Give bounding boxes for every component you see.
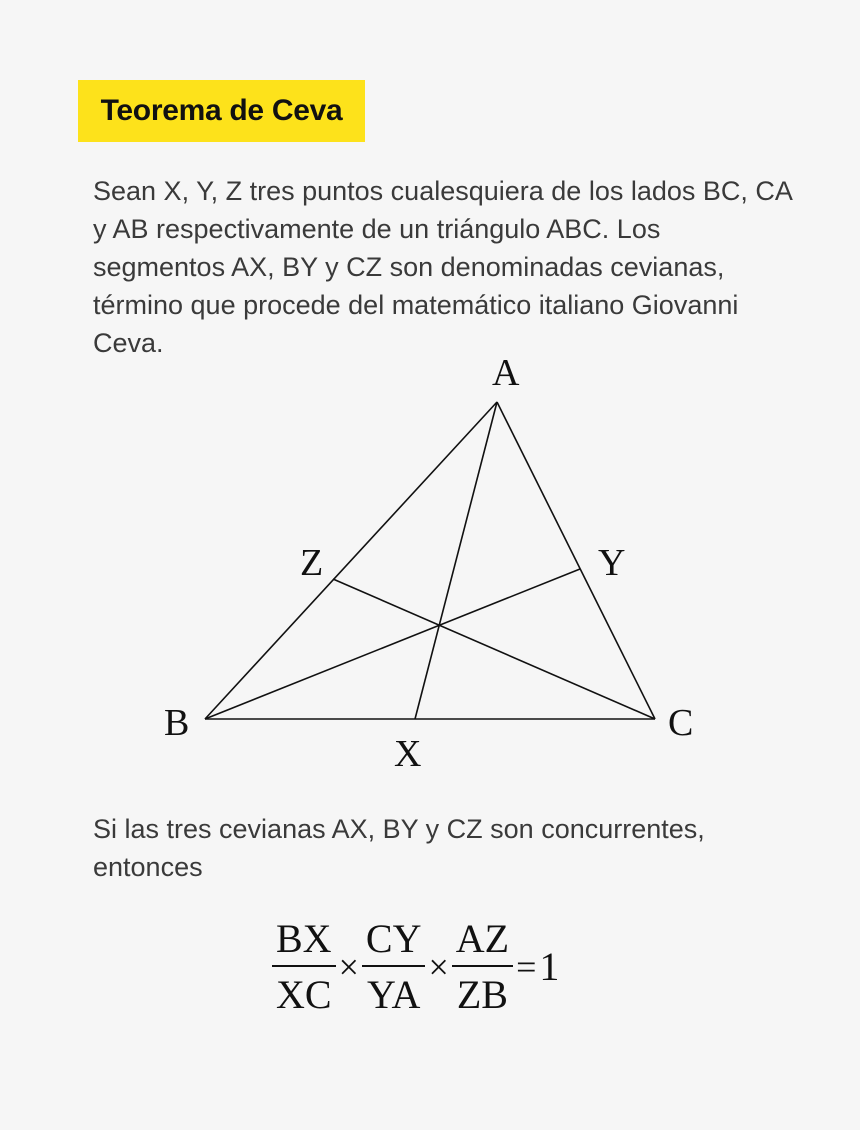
label-y: Y [598,542,626,584]
ceva-formula [270,912,559,1022]
fraction-numerator: AZ [455,916,510,961]
cevian-by [205,569,580,719]
fraction-denominator: XC [276,972,332,1017]
fraction-numerator: BX [276,916,332,961]
side-ab [205,402,497,719]
page-title: Teorema de Ceva [100,94,343,127]
condition-paragraph: Si las tres cevianas AX, BY y CZ son concurrentes, entonces [93,814,705,882]
formula-result: 1 [539,944,560,989]
cevian-ax [415,402,497,719]
label-z: Z [300,542,324,584]
label-a: A [492,352,520,394]
intro-paragraph: Sean X, Y, Z tres puntos cualesquiera de los lados BC, CA y AB respectivamente de un triángulo ABC. Los segmentos AX, BY y CZ son denominadas cevianas, término que procede del matemático italiano Giovanni Ceva. [93,176,792,358]
fraction-numerator: CY [365,916,422,961]
times-sign: × [338,947,359,987]
label-x: X [394,733,422,775]
equals-sign: = [516,947,537,987]
fraction-az-zb [452,917,513,1017]
times-sign: × [428,947,449,987]
fraction-denominator: YA [367,972,421,1017]
label-c: C [668,702,694,744]
side-ac [497,402,655,719]
fraction-denominator: ZB [456,972,508,1017]
label-b: B [164,702,190,744]
fraction-bx-xc [272,917,336,1017]
fraction-cy-ya [362,917,426,1017]
